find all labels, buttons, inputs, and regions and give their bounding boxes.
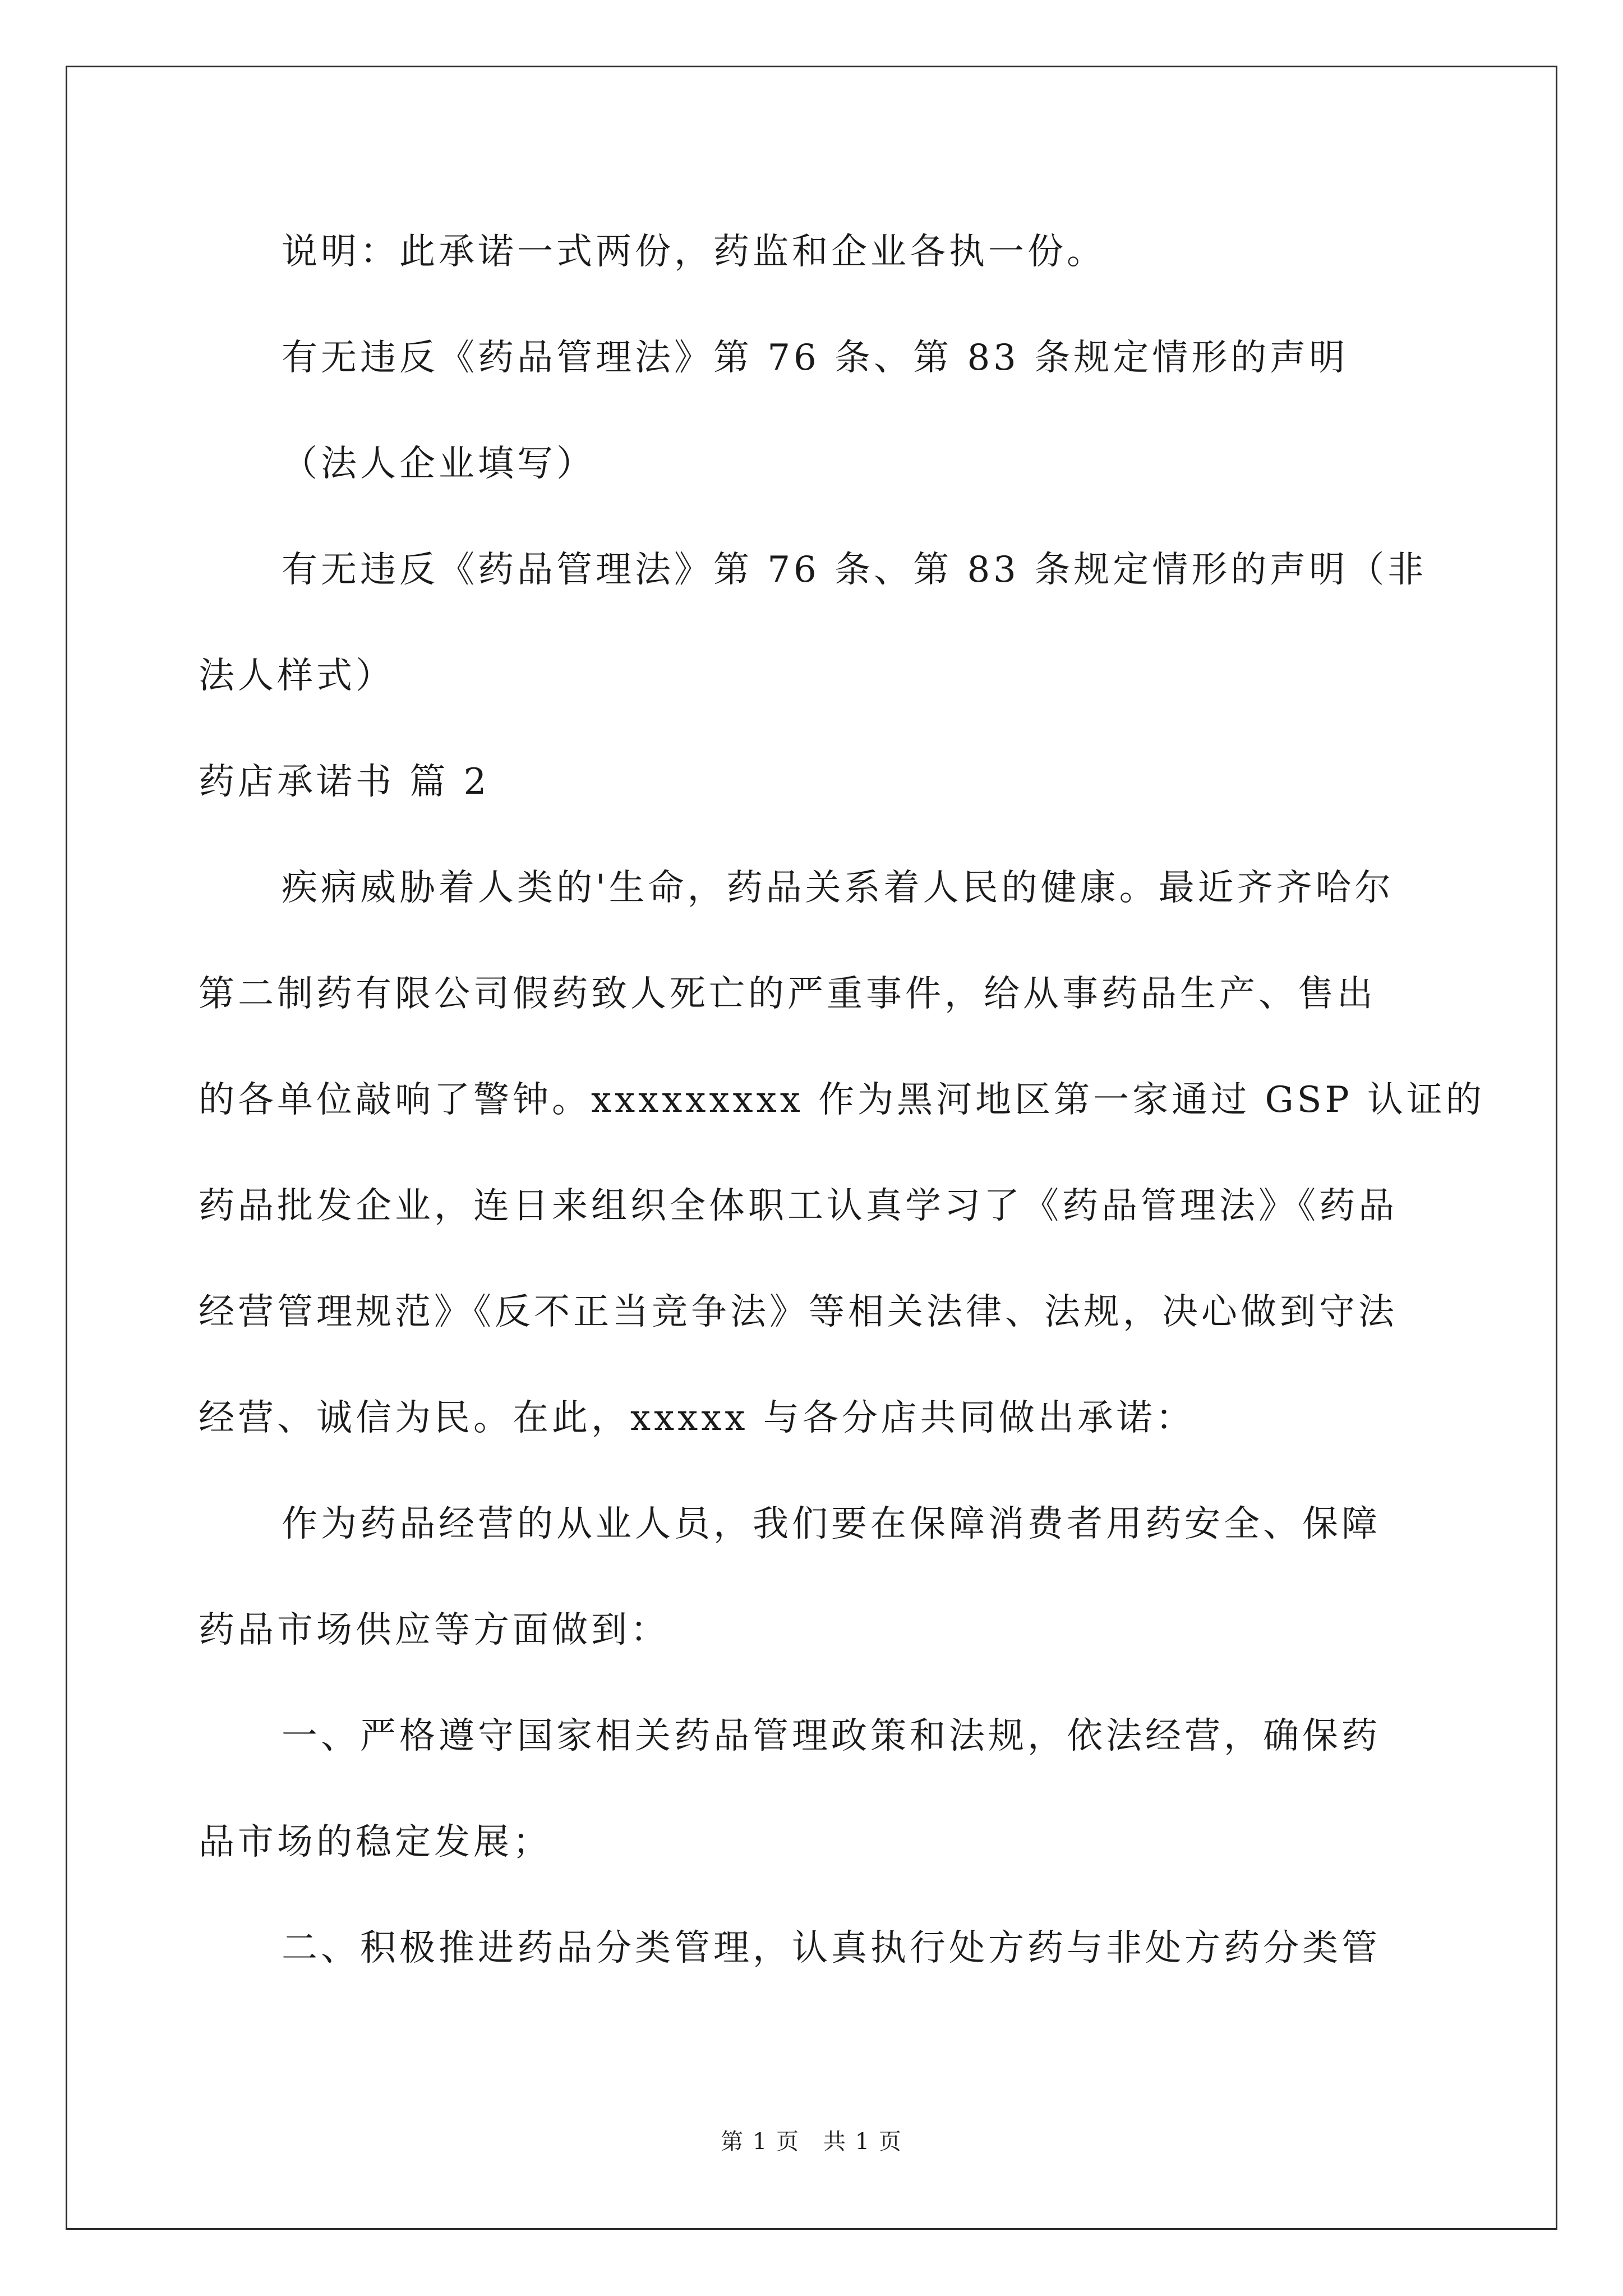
section-heading: 药店承诺书 篇 2 [199,761,490,803]
text-line: 药品市场供应等方面做到： [199,1609,670,1651]
text-line: 有无违反《药品管理法》第 76 条、第 83 条规定情形的声明（非 [282,549,1427,591]
text-line: 作为药品经营的从业人员，我们要在保障消费者用药安全、保障 [282,1503,1381,1545]
text-line: 有无违反《药品管理法》第 76 条、第 83 条规定情形的声明 [282,337,1349,379]
text-line: 的各单位敲响了警钟。xxxxxxxxx 作为黑河地区第一家通过 GSP 认证的 [199,1079,1485,1121]
text-line: 经营管理规范》《反不正当竞争法》等相关法律、法规，决心做到守法 [199,1291,1398,1333]
text-line: 品市场的稳定发展； [199,1821,552,1863]
text-line: 经营、诚信为民。在此，xxxxx 与各分店共同做出承诺： [199,1397,1195,1439]
text-line: （法人企业填写） [282,443,596,485]
text-line: 一、严格遵守国家相关药品管理政策和法规，依法经营，确保药 [282,1715,1381,1757]
text-line: 说明：此承诺一式两份，药监和企业各执一份。 [282,231,1106,273]
text-line: 药品批发企业，连日来组织全体职工认真学习了《药品管理法》《药品 [199,1185,1398,1227]
page-footer: 第 1 页 共 1 页 [721,2129,902,2155]
text-line: 二、积极推进药品分类管理，认真执行处方药与非处方药分类管 [282,1927,1381,1969]
page-border [66,66,1557,2230]
text-line: 第二制药有限公司假药致人死亡的严重事件，给从事药品生产、售出 [199,973,1376,1015]
text-line: 疾病威胁着人类的'生命，药品关系着人民的健康。最近齐齐哈尔 [282,867,1394,909]
text-line: 法人样式） [199,655,395,697]
